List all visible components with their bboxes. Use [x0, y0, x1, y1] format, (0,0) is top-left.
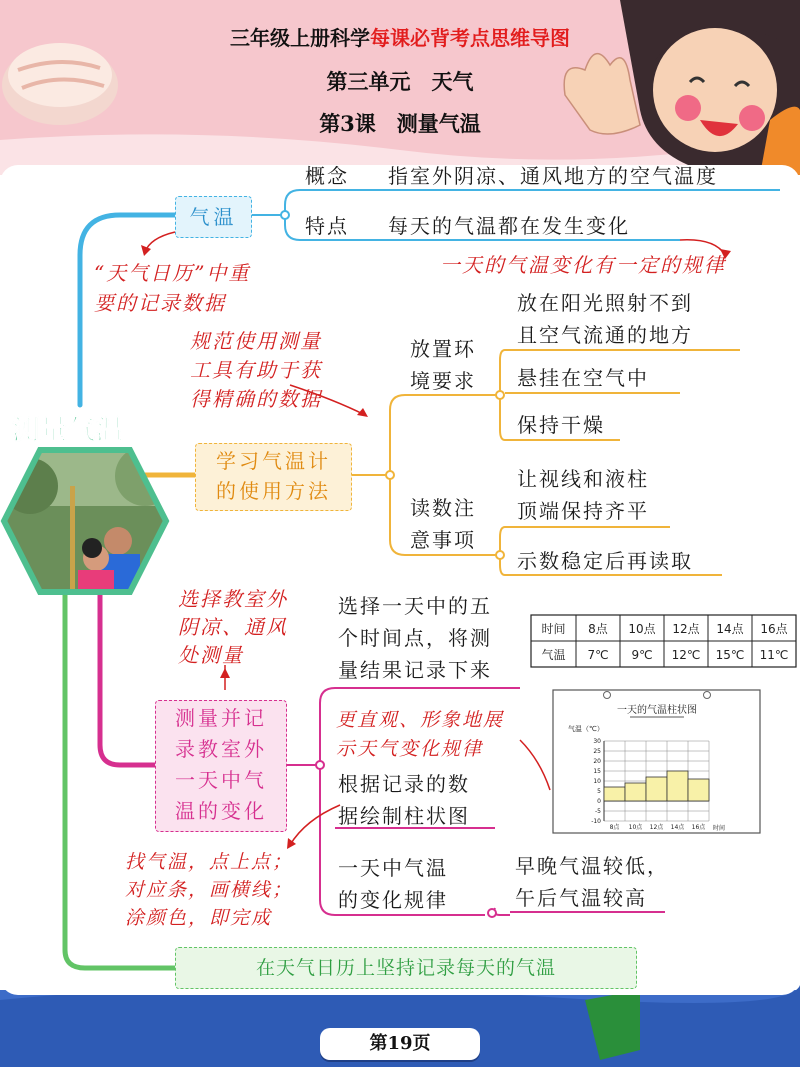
note-location-3: 处测量	[178, 643, 244, 667]
center-photo	[0, 446, 170, 596]
table-row-label-temp: 气温	[541, 648, 566, 662]
chart-ytick-label: -10	[591, 818, 601, 825]
step3-line-2: 的变化规律	[338, 888, 448, 912]
chart-bar	[625, 783, 646, 801]
placement-item-1-line-1: 放在阳光照射不到	[517, 291, 693, 315]
chart-bar	[667, 771, 688, 801]
branch-record-node	[155, 700, 287, 832]
record-node-line-1: 测量并记	[175, 706, 267, 730]
table-cell-time: 8点	[588, 622, 608, 636]
table-cell-time: 14点	[716, 622, 744, 636]
table-cell-time: 10点	[628, 622, 656, 636]
note-drawing-1: 找气温，点上点；	[125, 851, 294, 873]
placement-item-1-line-2: 且空气流通的地方	[517, 323, 693, 347]
chart-bar	[604, 787, 625, 801]
note-location-1: 选择教室外	[178, 587, 288, 611]
table-cell-time: 12点	[672, 622, 700, 636]
table-cell-temp: 12℃	[671, 648, 701, 662]
branch-temperature-node: 气温	[175, 196, 252, 238]
temperature-table	[530, 614, 798, 668]
chart-xtick-label: 12点	[649, 824, 664, 831]
step2-line-1: 根据记录的数	[338, 772, 470, 796]
note-chart-purpose-1: 更直观、形象地展	[336, 709, 505, 731]
table-cell-time: 16点	[760, 622, 788, 636]
chart-ytick-label: 30	[593, 738, 601, 745]
step1-line-1: 选择一天中的五	[338, 594, 492, 618]
placement-item-3: 保持干燥	[517, 413, 605, 437]
table-cell-temp: 15℃	[715, 648, 745, 662]
note-daily-pattern: 一天的气温变化有一定的规律	[440, 253, 726, 277]
record-node-line-4: 温的变化	[175, 799, 267, 823]
reading-label-2: 意事项	[410, 528, 476, 552]
thermometer-node-line-2: 的使用方法	[216, 479, 331, 503]
chart-ylabel: 气温（℃）	[568, 725, 604, 733]
chart-ytick-label: 10	[593, 778, 601, 785]
chart-xtick-label: 8点	[609, 824, 620, 831]
note-drawing-2: 对应条，画横线；	[125, 879, 294, 901]
chart-xtick-label: 10点	[628, 824, 643, 831]
page-number: 第19页	[369, 1033, 431, 1054]
title-prefix: 三年级上册科学	[230, 26, 370, 50]
table-cell-temp: 9℃	[631, 648, 653, 662]
note-standard-use-1: 规范使用测量	[190, 329, 322, 353]
feature-label: 特点	[305, 214, 349, 238]
note-drawing-3: 涂颜色，即完成	[125, 907, 273, 929]
note-location-2: 阴凉、通风	[178, 615, 288, 639]
chart-xlabel: 时间	[713, 825, 726, 832]
center-node-label: 测量气温	[12, 415, 124, 446]
lesson-title: 第3课 测量气温	[319, 111, 481, 136]
record-node-line-2: 录教室外	[175, 737, 267, 761]
chart-bar	[688, 779, 709, 801]
branch-thermometer-node	[195, 443, 352, 511]
table-cell-temp: 7℃	[587, 648, 609, 662]
chart-bar	[646, 777, 667, 801]
chart-ytick-label: 5	[597, 788, 601, 795]
note-standard-use-2: 工具有助于获	[190, 358, 322, 382]
chart-ytick-label: 25	[593, 748, 601, 755]
title-highlight: 每课必背考点思维导图	[370, 26, 570, 50]
chart-xtick-label: 14点	[670, 824, 685, 831]
feature-text: 每天的气温都在发生变化	[388, 214, 630, 238]
chart-ytick-label: -5	[595, 808, 601, 815]
note-standard-use-3: 得精确的数据	[190, 387, 322, 411]
branch-calendar-node: 在天气日历上坚持记录每天的气温	[175, 947, 637, 989]
thermometer-node-line-1: 学习气温计	[216, 449, 331, 473]
note-weather-calendar-2: 要的记录数据	[94, 291, 226, 315]
reading-label-1: 读数注	[410, 496, 476, 520]
page-number-badge	[320, 1028, 480, 1060]
concept-label: 概念	[305, 164, 349, 188]
reading-item-2: 示数稳定后再读取	[517, 549, 693, 573]
table-row-label-time: 时间	[541, 622, 566, 636]
chart-ytick-label: 20	[593, 758, 601, 765]
chart-ytick-label: 15	[593, 768, 601, 775]
chart-ytick-label: 0	[597, 798, 601, 805]
chart-title: 一天的气温柱状图	[617, 705, 697, 716]
step3-result-line-2: 午后气温较高	[515, 886, 647, 910]
unit-title: 第三单元 天气	[326, 69, 474, 94]
chart-xtick-label: 16点	[691, 824, 706, 831]
step3-result-line-1: 早晚气温较低，	[515, 854, 669, 878]
reading-item-1-line-2: 顶端保持齐平	[517, 499, 649, 523]
reading-item-1-line-1: 让视线和液柱	[517, 467, 649, 491]
step1-line-3: 量结果记录下来	[338, 658, 492, 682]
record-node-line-3: 一天中气	[175, 768, 267, 792]
note-weather-calendar-1: “天气日历”中重	[94, 261, 251, 285]
table-cell-temp: 11℃	[759, 648, 789, 662]
placement-label-2: 境要求	[410, 369, 476, 393]
placement-item-2: 悬挂在空气中	[517, 366, 649, 390]
step1-line-2: 个时间点，将测	[338, 626, 492, 650]
concept-text: 指室外阴凉、通风地方的空气温度	[388, 164, 718, 188]
temperature-bar-chart	[552, 689, 762, 835]
step3-line-1: 一天中气温	[338, 856, 448, 880]
placement-label-1: 放置环	[410, 337, 476, 361]
note-chart-purpose-2: 示天气变化规律	[336, 738, 484, 760]
step2-line-2: 据绘制柱状图	[338, 804, 470, 828]
